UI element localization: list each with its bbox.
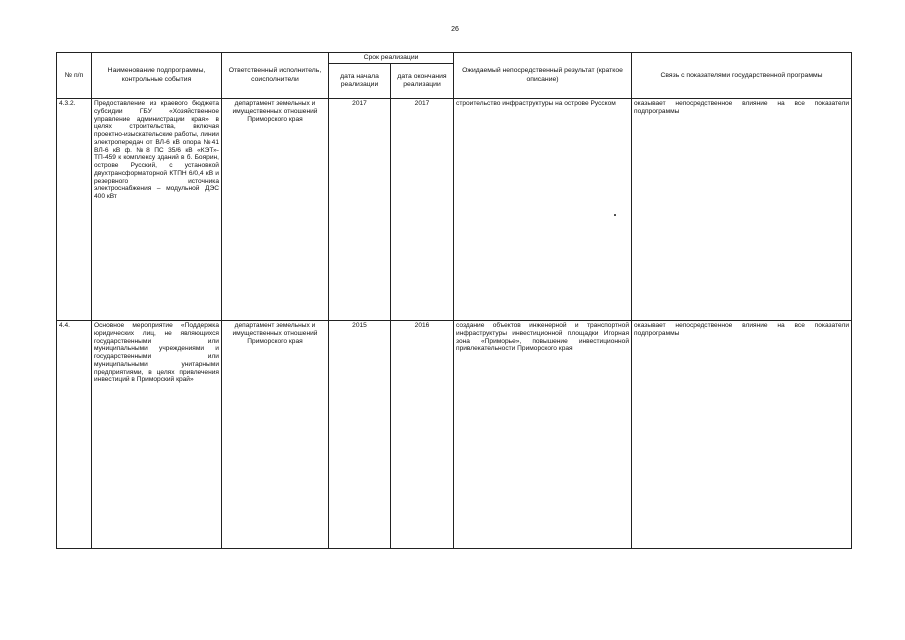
header-link: Связь с показателями государственной программы xyxy=(632,53,852,99)
row-start: 2017 xyxy=(329,99,391,321)
row-num: 4.4. xyxy=(57,321,92,549)
row-result: создание объектов инженерной и транспортной инфраструктуры инвестиционной площадки Игорная зона «Приморье», повышение инвестиционной привлекательности Приморского края xyxy=(454,321,632,549)
header-end: дата окончания реализации xyxy=(391,64,454,99)
header-result: Ожидаемый непосредственный результат (краткое описание) xyxy=(454,53,632,99)
table-row xyxy=(57,99,852,321)
row-result: строительство инфраструктуры на острове Русском xyxy=(454,99,632,321)
row-end: 2017 xyxy=(391,99,454,321)
header-row-top xyxy=(57,53,852,64)
row-name: Основное мероприятие «Поддержка юридических лиц, не являющихся государственными или муниципальными учреждениями и государственными или муниципальными унитарными предприятиями, в целях привлечения инвестиций в Приморский край» xyxy=(92,321,222,549)
program-activities-table xyxy=(56,52,852,549)
page-number: 26 xyxy=(451,26,459,33)
row-start: 2015 xyxy=(329,321,391,549)
row-link: оказывает непосредственное влияние на все показатели подпрограммы xyxy=(632,321,852,549)
header-num: № п/п xyxy=(57,53,92,99)
row-num: 4.3.2. xyxy=(57,99,92,321)
scan-speck xyxy=(614,214,616,216)
row-name: Предоставление из краевого бюджета субсидии ГБУ «Хозяйственное управление администрации края» в целях строительства, включая проектно-изыскательские работы, линии электропередач от ВЛ-6 кВ опора №41 ВЛ-6 кВ ф. №8 ПС 35/6 кВ «КЭТ»-ТП-459 к комплексу зданий в б. Боярин, острове Русский, с установкой двухтрансформаторной КТПН 6/0,4 кВ и резервного источника электроснабжения – модульной ДЭС 400 кВт xyxy=(92,99,222,321)
row-responsible: департамент земельных и имущественных отношений Приморского края xyxy=(222,321,329,549)
header-start: дата начала реализации xyxy=(329,64,391,99)
header-period: Срок реализации xyxy=(329,53,454,64)
header-name: Наименование подпрограммы, контрольные события xyxy=(92,53,222,99)
row-link: оказывает непосредственное влияние на все показатели подпрограммы xyxy=(632,99,852,321)
table-row xyxy=(57,321,852,549)
row-responsible: департамент земельных и имущественных отношений Приморского края xyxy=(222,99,329,321)
row-end: 2016 xyxy=(391,321,454,549)
header-responsible: Ответственный исполнитель, соисполнители xyxy=(222,53,329,99)
